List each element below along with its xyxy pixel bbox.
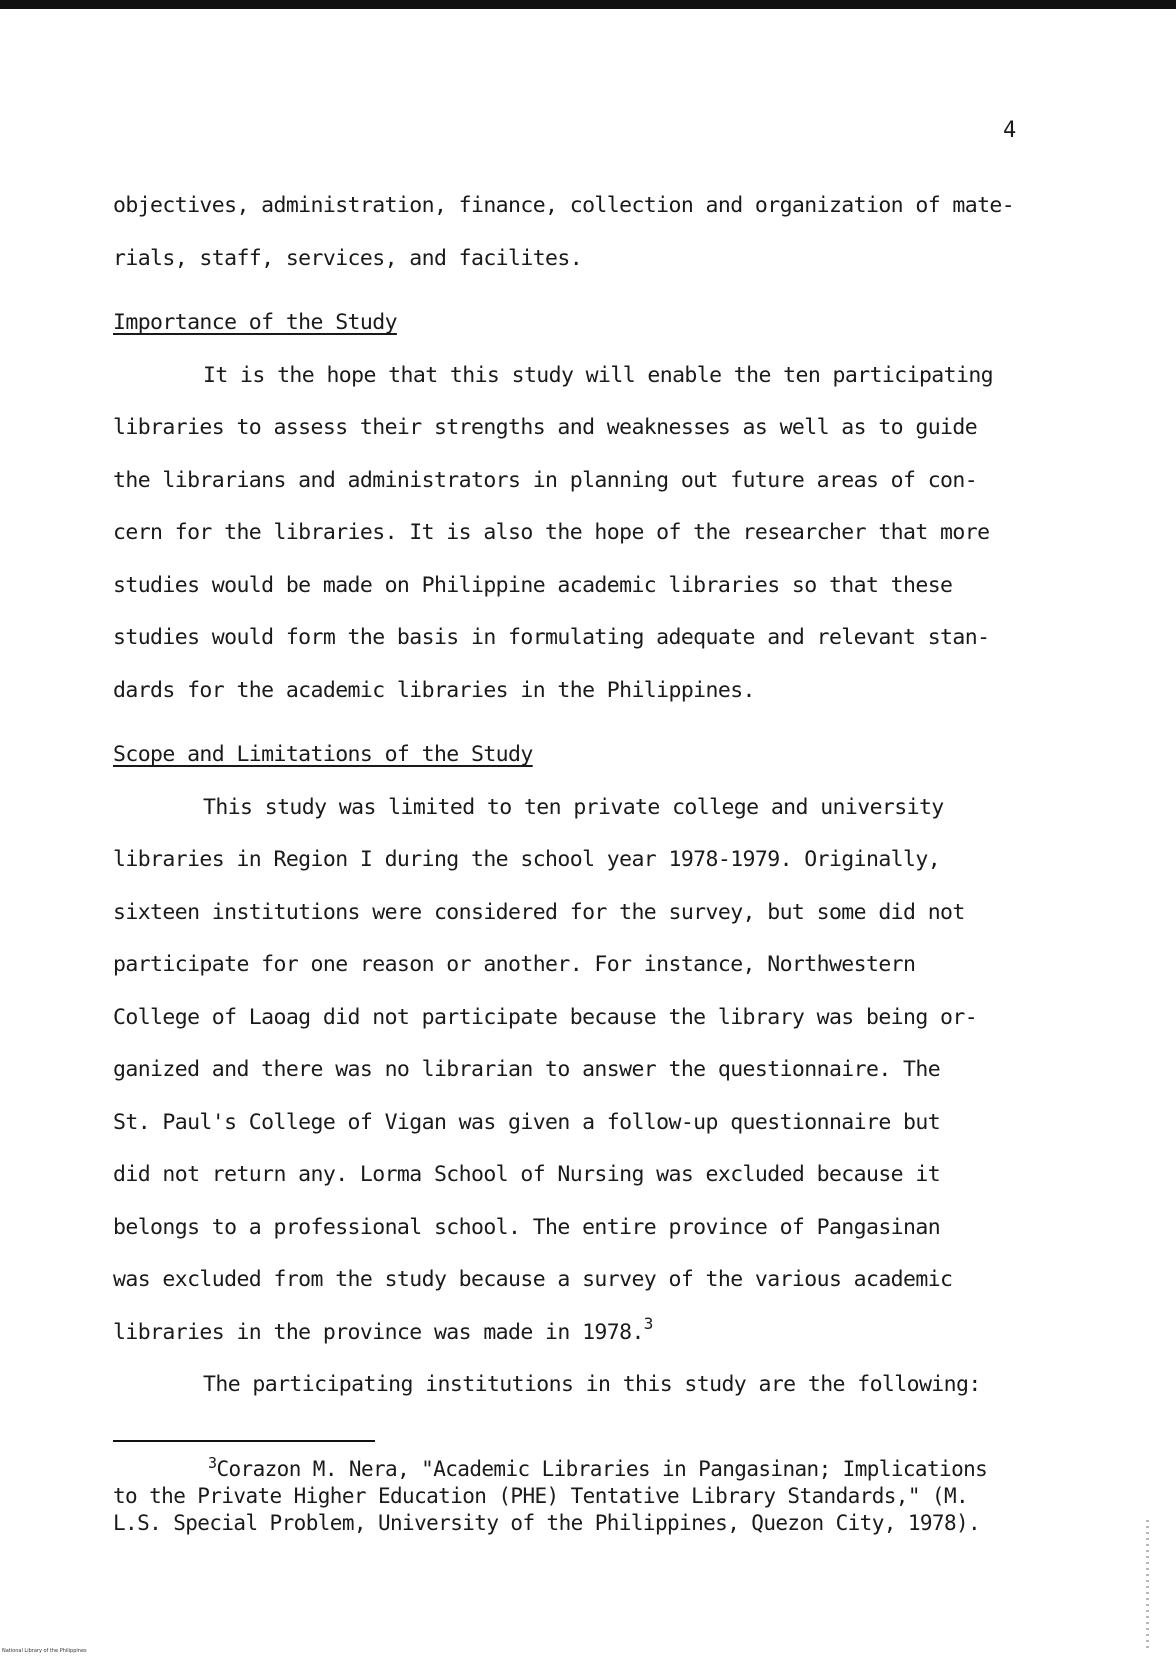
body-line-with-footnote (113, 1307, 1053, 1360)
body-line: participate for one reason or another. For instance, Northwestern (113, 952, 916, 977)
body-line: The participating institutions in this study are the following: (203, 1372, 981, 1397)
body-line: the librarians and administrators in planning out future areas of con- (113, 467, 978, 493)
footnote (113, 1456, 1073, 1537)
body-line: ganized and there was no librarian to answer the questionnaire. The (113, 1057, 941, 1082)
body-line: libraries in Region I during the school year 1978-1979. Originally, (113, 847, 941, 872)
scan-edge-artifact (1146, 1520, 1149, 1650)
footnote-marker: 3 (208, 1454, 217, 1472)
body-line: did not return any. Lorma School of Nursing was excluded because it (113, 1162, 941, 1187)
scan-top-edge (0, 0, 1176, 9)
body-line: rials, staff, services, and facilites. (113, 245, 583, 271)
page-number: 4 (1003, 118, 1017, 143)
page-body (113, 180, 1053, 1412)
footnote-reference: 3 (643, 1313, 653, 1333)
section-heading-scope: Scope and Limitations of the Study (113, 742, 533, 767)
footnote-line: L.S. Special Problem, University of the Philippines, Quezon City, 1978). (113, 1511, 981, 1535)
footnote-line: to the Private Higher Education (PHE) Tentative Library Standards," (M. (113, 1484, 969, 1508)
body-line: belongs to a professional school. The entire province of Pangasinan (113, 1214, 941, 1240)
body-line: libraries to assess their strengths and weaknesses as well as to guide (113, 415, 978, 440)
footnote-line: Corazon M. Nera, "Academic Libraries in Pangasinan; Implications (216, 1457, 988, 1481)
body-line: cern for the libraries. It is also the hope of the researcher that more (113, 520, 990, 545)
section-heading-importance: Importance of the Study (113, 310, 397, 335)
body-line: studies would be made on Philippine academic libraries so that these (113, 572, 953, 598)
body-line: It is the hope that this study will enable the ten participating (203, 362, 994, 388)
body-line: College of Laoag did not participate because the library was being or- (113, 1004, 978, 1030)
archive-caption: National Library of the Philippines (2, 1648, 87, 1654)
body-line: This study was limited to ten private college and university (203, 794, 944, 820)
body-line: studies would form the basis in formulating adequate and relevant stan- (113, 625, 990, 650)
body-line: was excluded from the study because a survey of the various academic (113, 1267, 953, 1292)
footnote-rule (113, 1440, 375, 1442)
body-line: St. Paul's College of Vigan was given a follow-up questionnaire but (113, 1109, 941, 1135)
body-line: sixteen institutions were considered for the survey, but some did not (113, 899, 965, 925)
body-line: dards for the academic libraries in the Philippines. (113, 677, 755, 703)
body-line-text: libraries in the province was made in 1978. (113, 1319, 644, 1345)
body-line: objectives, administration, finance, collection and organization of mate- (113, 193, 1015, 218)
